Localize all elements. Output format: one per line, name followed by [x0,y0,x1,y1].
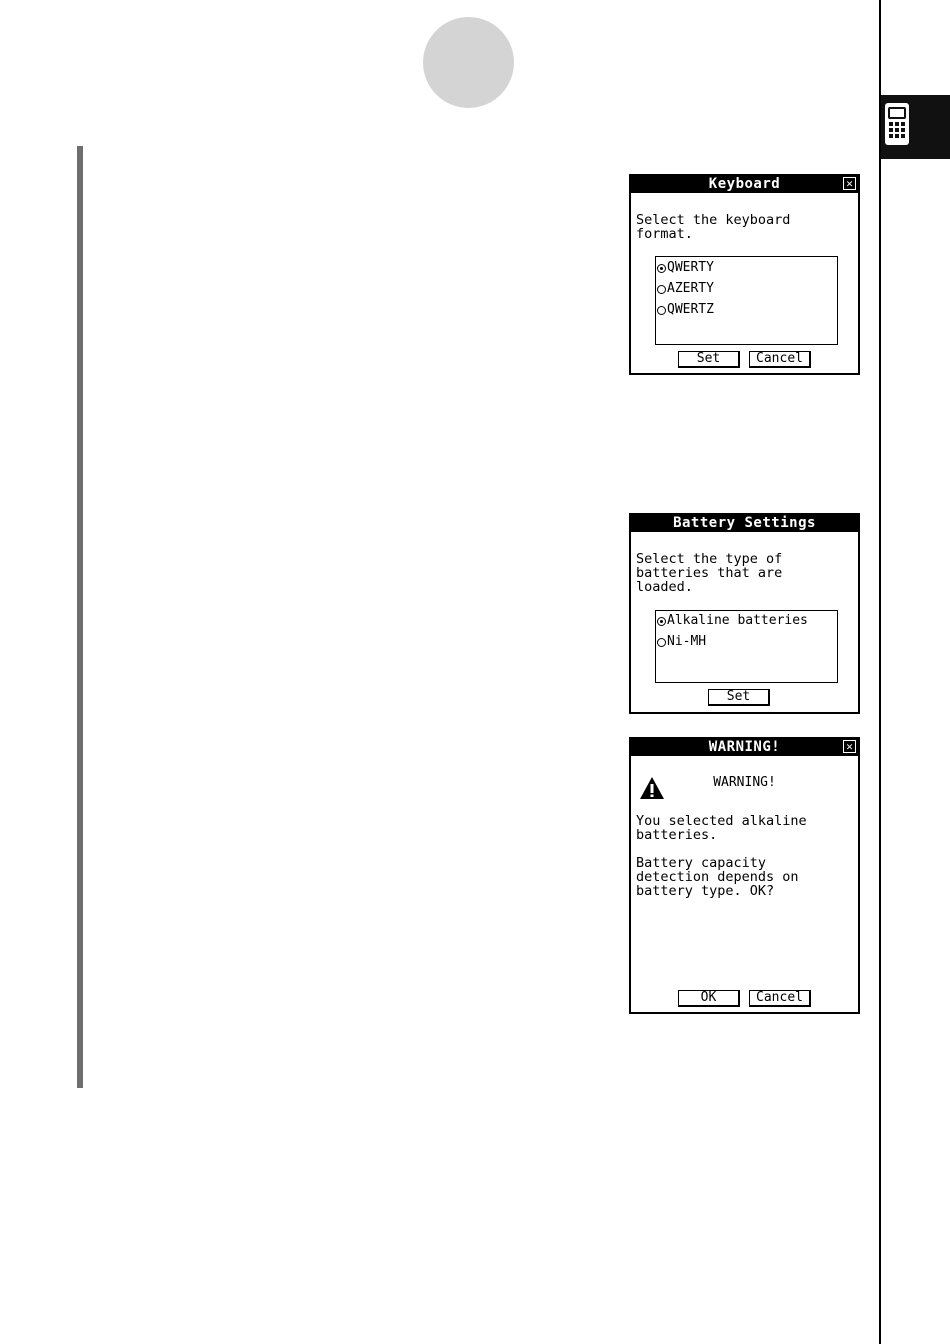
keyboard-dialog [629,174,860,375]
cancel-button[interactable]: Cancel [749,990,811,1007]
keyboard-option-label: AZERTY [667,281,714,296]
set-button[interactable]: Set [678,351,740,368]
radio-unselected-icon [657,285,666,294]
keyboard-prompt: Select the keyboard format. [636,212,791,242]
warning-dialog-title: WARNING! [631,739,858,756]
keyboard-dialog-title: Keyboard [631,176,858,193]
warning-heading: WARNING! [713,775,776,790]
battery-option-label: Ni-MH [667,634,707,649]
close-icon[interactable]: ✕ [843,177,856,190]
right-margin-rule [879,0,881,1344]
battery-settings-dialog [629,513,860,714]
battery-option-nimh[interactable] [657,634,706,650]
battery-dialog-title: Battery Settings [631,515,858,532]
radio-selected-icon [657,617,666,626]
warning-message: You selected alkaline batteries. Battery capacity detection depends on battery type. OK? [636,813,807,899]
calculator-icon [881,95,950,159]
close-icon[interactable]: ✕ [843,740,856,753]
keyboard-option-azerty[interactable] [657,281,714,297]
warning-dialog [629,737,860,1014]
chapter-tab [881,95,950,159]
battery-prompt: Select the type of batteries that are loaded. [636,551,783,595]
keyboard-option-qwerty[interactable] [657,260,714,276]
battery-type-list [655,610,838,683]
battery-option-alkaline[interactable] [657,613,808,629]
set-button[interactable]: Set [708,689,770,706]
keyboard-option-qwertz[interactable] [657,302,714,318]
keyboard-option-label: QWERTZ [667,302,714,317]
radio-unselected-icon [657,638,666,647]
left-margin-bar [77,146,83,1088]
cancel-button[interactable]: Cancel [749,351,811,368]
page-number-circle [423,17,514,108]
keyboard-format-list [655,256,838,345]
ok-button[interactable]: OK [678,990,740,1007]
keyboard-option-label: QWERTY [667,260,714,275]
battery-option-label: Alkaline batteries [667,613,808,628]
radio-unselected-icon [657,306,666,315]
radio-selected-icon [657,264,666,273]
